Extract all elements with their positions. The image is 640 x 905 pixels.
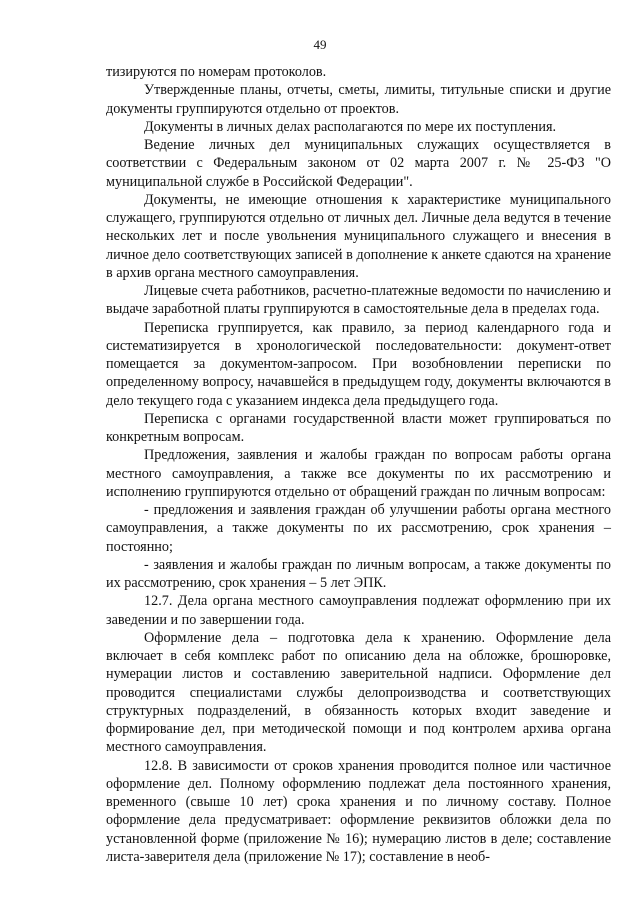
paragraph: Документы в личных делах располагаются по мере их поступления. [144,118,557,135]
paragraph: Переписка группируется, как правило, за период календарного года и систематизируется в хронологической последовательности: документ-ответ помещается за документом-запросом. При возобновлении переписки по определенному вопросу, начавшейся в предыдущем году, документы включаются в дело текущего года с указанием индекса дела предыдущего года. [106,319,611,409]
paragraph: 12.8. В зависимости от сроков хранения проводится полное или частичное оформление дел. Полному оформлению подлежат дела постоянного хранения, временного (свыше 10 лет) срока хранения и по личному составу. Полное оформление дела предусматривает: оформление реквизитов обложки дела по установленной форме (приложение № 16); нумерацию листов в деле; составление листа-заверителя дела (приложение № 17); составление в необ- [106,757,611,865]
document-body [106,63,611,866]
list-item: - заявления и жалобы граждан по личным вопросам, а также документы по их рассмотрению, срок хранения – 5 лет ЭПК. [106,556,611,591]
paragraph: Утвержденные планы, отчеты, сметы, лимиты, титульные списки и другие документы группируются отдельно от проектов. [106,82,611,117]
paragraph: Оформление дела – подготовка дела к хранению. Оформление дела включает в себя комплекс работ по описанию дела на обложке, брошюровке, нумерации листов и составлению заверительной надписи. Оформление дел проводится специалистами службы делопроизводства и соответствующих структурных подразделений, в обязанность которых входит заведение и формирование дел, при методической помощи и под контролем архива органа местного самоуправления. [106,629,611,756]
paragraph: Переписка с органами государственной власти может группироваться по конкретным вопросам. [106,410,611,445]
page-number: 49 [313,37,327,52]
paragraph: тизируются по номерам протоколов. [106,64,327,80]
paragraph: Ведение личных дел муниципальных служащих осуществляется в соответствии с Федеральным законом от 02 марта 2007 г. № 25-ФЗ "О муниципальной службе в Российской Федерации". [106,137,611,190]
paragraph: Предложения, заявления и жалобы граждан по вопросам работы органа местного самоуправления, а также все документы по их рассмотрению и исполнению группируются отдельно от обращений граждан по личным вопросам: [106,447,611,500]
paragraph: Документы, не имеющие отношения к характеристике муниципального служащего, группируются отдельно от личных дел. Личные дела ведутся в течение нескольких лет и после увольнения муниципального служащего и внесения в личное дело соответствующих записей в дополнение к анкете сдаются на хранение в архив органа местного самоуправления. [106,191,611,281]
list-item: - предложения и заявления граждан об улучшении работы органа местного самоуправления, а также документы по их рассмотрению, срок хранения – постоянно; [106,502,611,555]
paragraph: 12.7. Дела органа местного самоуправления подлежат оформлению при их заведении и по завершении года. [106,593,611,628]
paragraph: Лицевые счета работников, расчетно-платежные ведомости по начислению и выдаче заработной платы группируются в самостоятельные дела в пределах года. [106,283,611,318]
